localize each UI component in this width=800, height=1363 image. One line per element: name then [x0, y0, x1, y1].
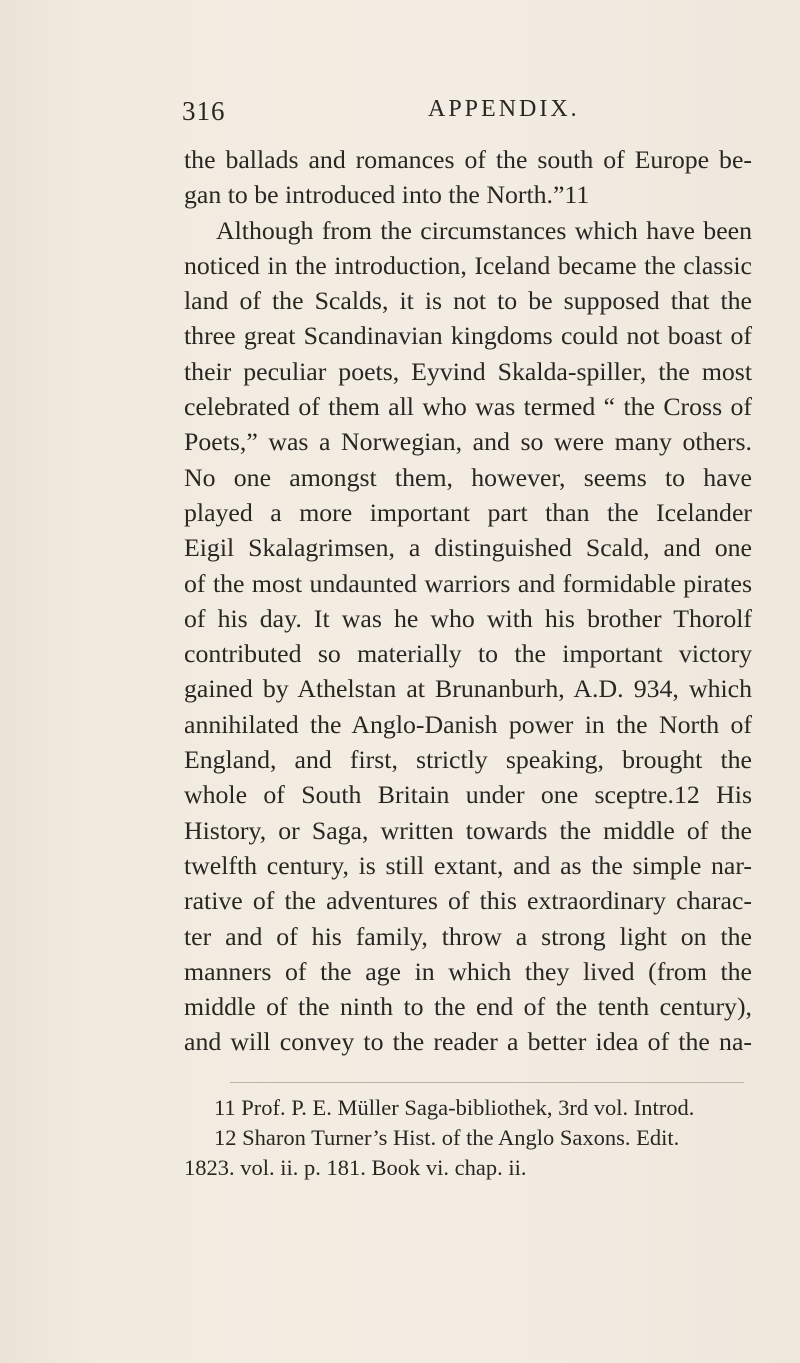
text-line: History, or Saga, written towards the middle of the [184, 815, 752, 845]
text-line: whole of South Britain under one sceptre.12 His [184, 780, 752, 810]
footnote-line: 1823. vol. ii. p. 181. Book vi. chap. ii. [184, 1155, 527, 1180]
footnotes [184, 1093, 752, 1183]
footnote-line: 11 Prof. P. E. Müller Saga-bibliothek, 3rd vol. Introd. [214, 1095, 695, 1120]
text-line: rative of the adventures of this extraordinary charac- [184, 886, 752, 916]
text-line: gained by Athelstan at Brunanburh, A.D. 934, which [184, 674, 752, 704]
text-line: England, and first, strictly speaking, brought the [184, 745, 752, 775]
text-line: noticed in the introduction, Iceland became the classic [184, 250, 752, 280]
text-line: their peculiar poets, Eyvind Skalda-spiller, the most [184, 356, 752, 386]
body-text [184, 142, 752, 1060]
text-line: played a more important part than the Icelander [184, 497, 752, 527]
text-line: celebrated of them all who was termed “ the Cross of [184, 392, 752, 422]
text-line: of his day. It was he who with his brother Thorolf [184, 603, 752, 633]
text-line: Poets,” was a Norwegian, and so were many others. [184, 427, 752, 457]
text-line: gan to be introduced into the North.”11 [184, 180, 590, 210]
text-line: middle of the ninth to the end of the tenth century), [184, 992, 752, 1022]
text-line: three great Scandinavian kingdoms could not boast of [184, 321, 752, 351]
text-line: contributed so materially to the important victory [184, 639, 752, 669]
text-line: manners of the age in which they lived (from the [184, 956, 752, 986]
page-number: 316 [182, 96, 226, 126]
text-line: annihilated the Anglo-Danish power in the North of [184, 709, 752, 739]
text-line: No one amongst them, however, seems to have [184, 462, 752, 492]
text-line: Eigil Skalagrimsen, a distinguished Scald, and one [184, 533, 752, 563]
footnote-line: 12 Sharon Turner’s Hist. of the Anglo Saxons. Edit. [214, 1125, 680, 1150]
text-line: twelfth century, is still extant, and as the simple nar- [184, 850, 752, 880]
text-line: of the most undaunted warriors and formidable pirates [184, 568, 752, 598]
page-header [182, 96, 742, 136]
footnote-divider [230, 1082, 744, 1083]
text-line: ter and of his family, throw a strong light on the [184, 921, 752, 951]
text-line: the ballads and romances of the south of Europe be- [184, 145, 752, 174]
running-head: APPENDIX. [428, 96, 580, 122]
text-line: Although from the circumstances which have been [216, 215, 752, 245]
text-line: and will convey to the reader a better idea of the na- [184, 1027, 752, 1057]
text-line: land of the Scalds, it is not to be supposed that the [184, 286, 752, 316]
